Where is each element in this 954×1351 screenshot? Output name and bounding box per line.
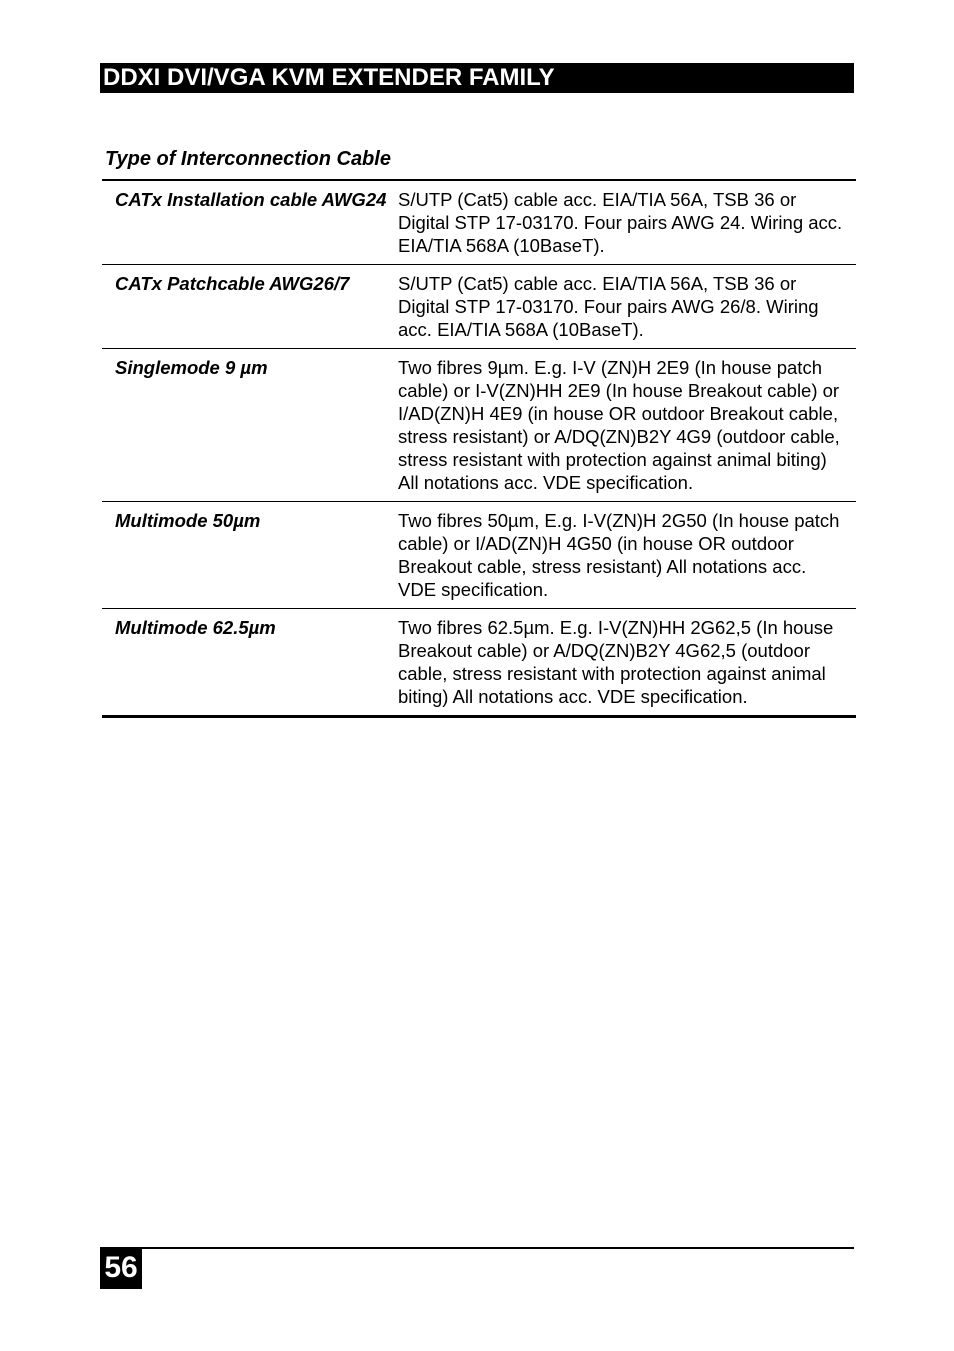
cable-description: S/UTP (Cat5) cable acc. EIA/TIA 56A, TSB 36 or Digital STP 17-03170. Four pairs AWG 24. Wiring acc. EIA/TIA 568A (10BaseT). <box>398 189 843 256</box>
footer-rule <box>100 1247 854 1249</box>
table-row <box>102 609 856 717</box>
table-row <box>102 265 856 349</box>
header-bar <box>100 63 854 93</box>
header-title: DDXI DVI/VGA KVM EXTENDER FAMILY <box>103 64 555 91</box>
cable-type: Multimode 50µm <box>102 502 398 609</box>
cable-type: CATx Patchcable AWG26/7 <box>102 265 398 349</box>
cable-description: Two fibres 9µm. E.g. I-V (ZN)H 2E9 (In house patch cable) or I-V(ZN)HH 2E9 (In house Breakout cable) or I/AD(ZN)H 4E9 (in house OR outdoor Breakout cable, stress resistant) or A/DQ(ZN)B2Y 4G9 (outdoor cable, stress resistant with protection against animal biting) All notations acc. VDE specification. <box>398 349 856 502</box>
section-title: Type of Interconnection Cable <box>105 148 391 170</box>
table-row <box>102 502 856 609</box>
cable-description: Two fibres 50µm, E.g. I-V(ZN)H 2G50 (In house patch cable) or I/AD(ZN)H 4G50 (in house OR outdoor Breakout cable, stress resistant) All notations acc. VDE specification. <box>398 502 856 609</box>
cable-table <box>102 179 856 718</box>
cable-description: S/UTP (Cat5) cable acc. EIA/TIA 56A, TSB 36 or Digital STP 17-03170. Four pairs AWG 26/8. Wiring acc. EIA/TIA 568A (10BaseT). <box>398 265 856 349</box>
cable-type: CATx Installation cable AWG24 <box>115 189 387 210</box>
cable-description: Two fibres 62.5µm. E.g. I-V(ZN)HH 2G62,5 (In house Breakout cable) or A/DQ(ZN)B2Y 4G62,5 (outdoor cable, stress resistant with protection against animal biting) All notations acc. VDE specification. <box>398 609 856 717</box>
cable-type: Singlemode 9 µm <box>102 349 398 502</box>
page-number: 56 <box>100 1247 142 1289</box>
table-row <box>102 180 856 265</box>
cable-type: Multimode 62.5µm <box>102 609 398 717</box>
table-row <box>102 349 856 502</box>
